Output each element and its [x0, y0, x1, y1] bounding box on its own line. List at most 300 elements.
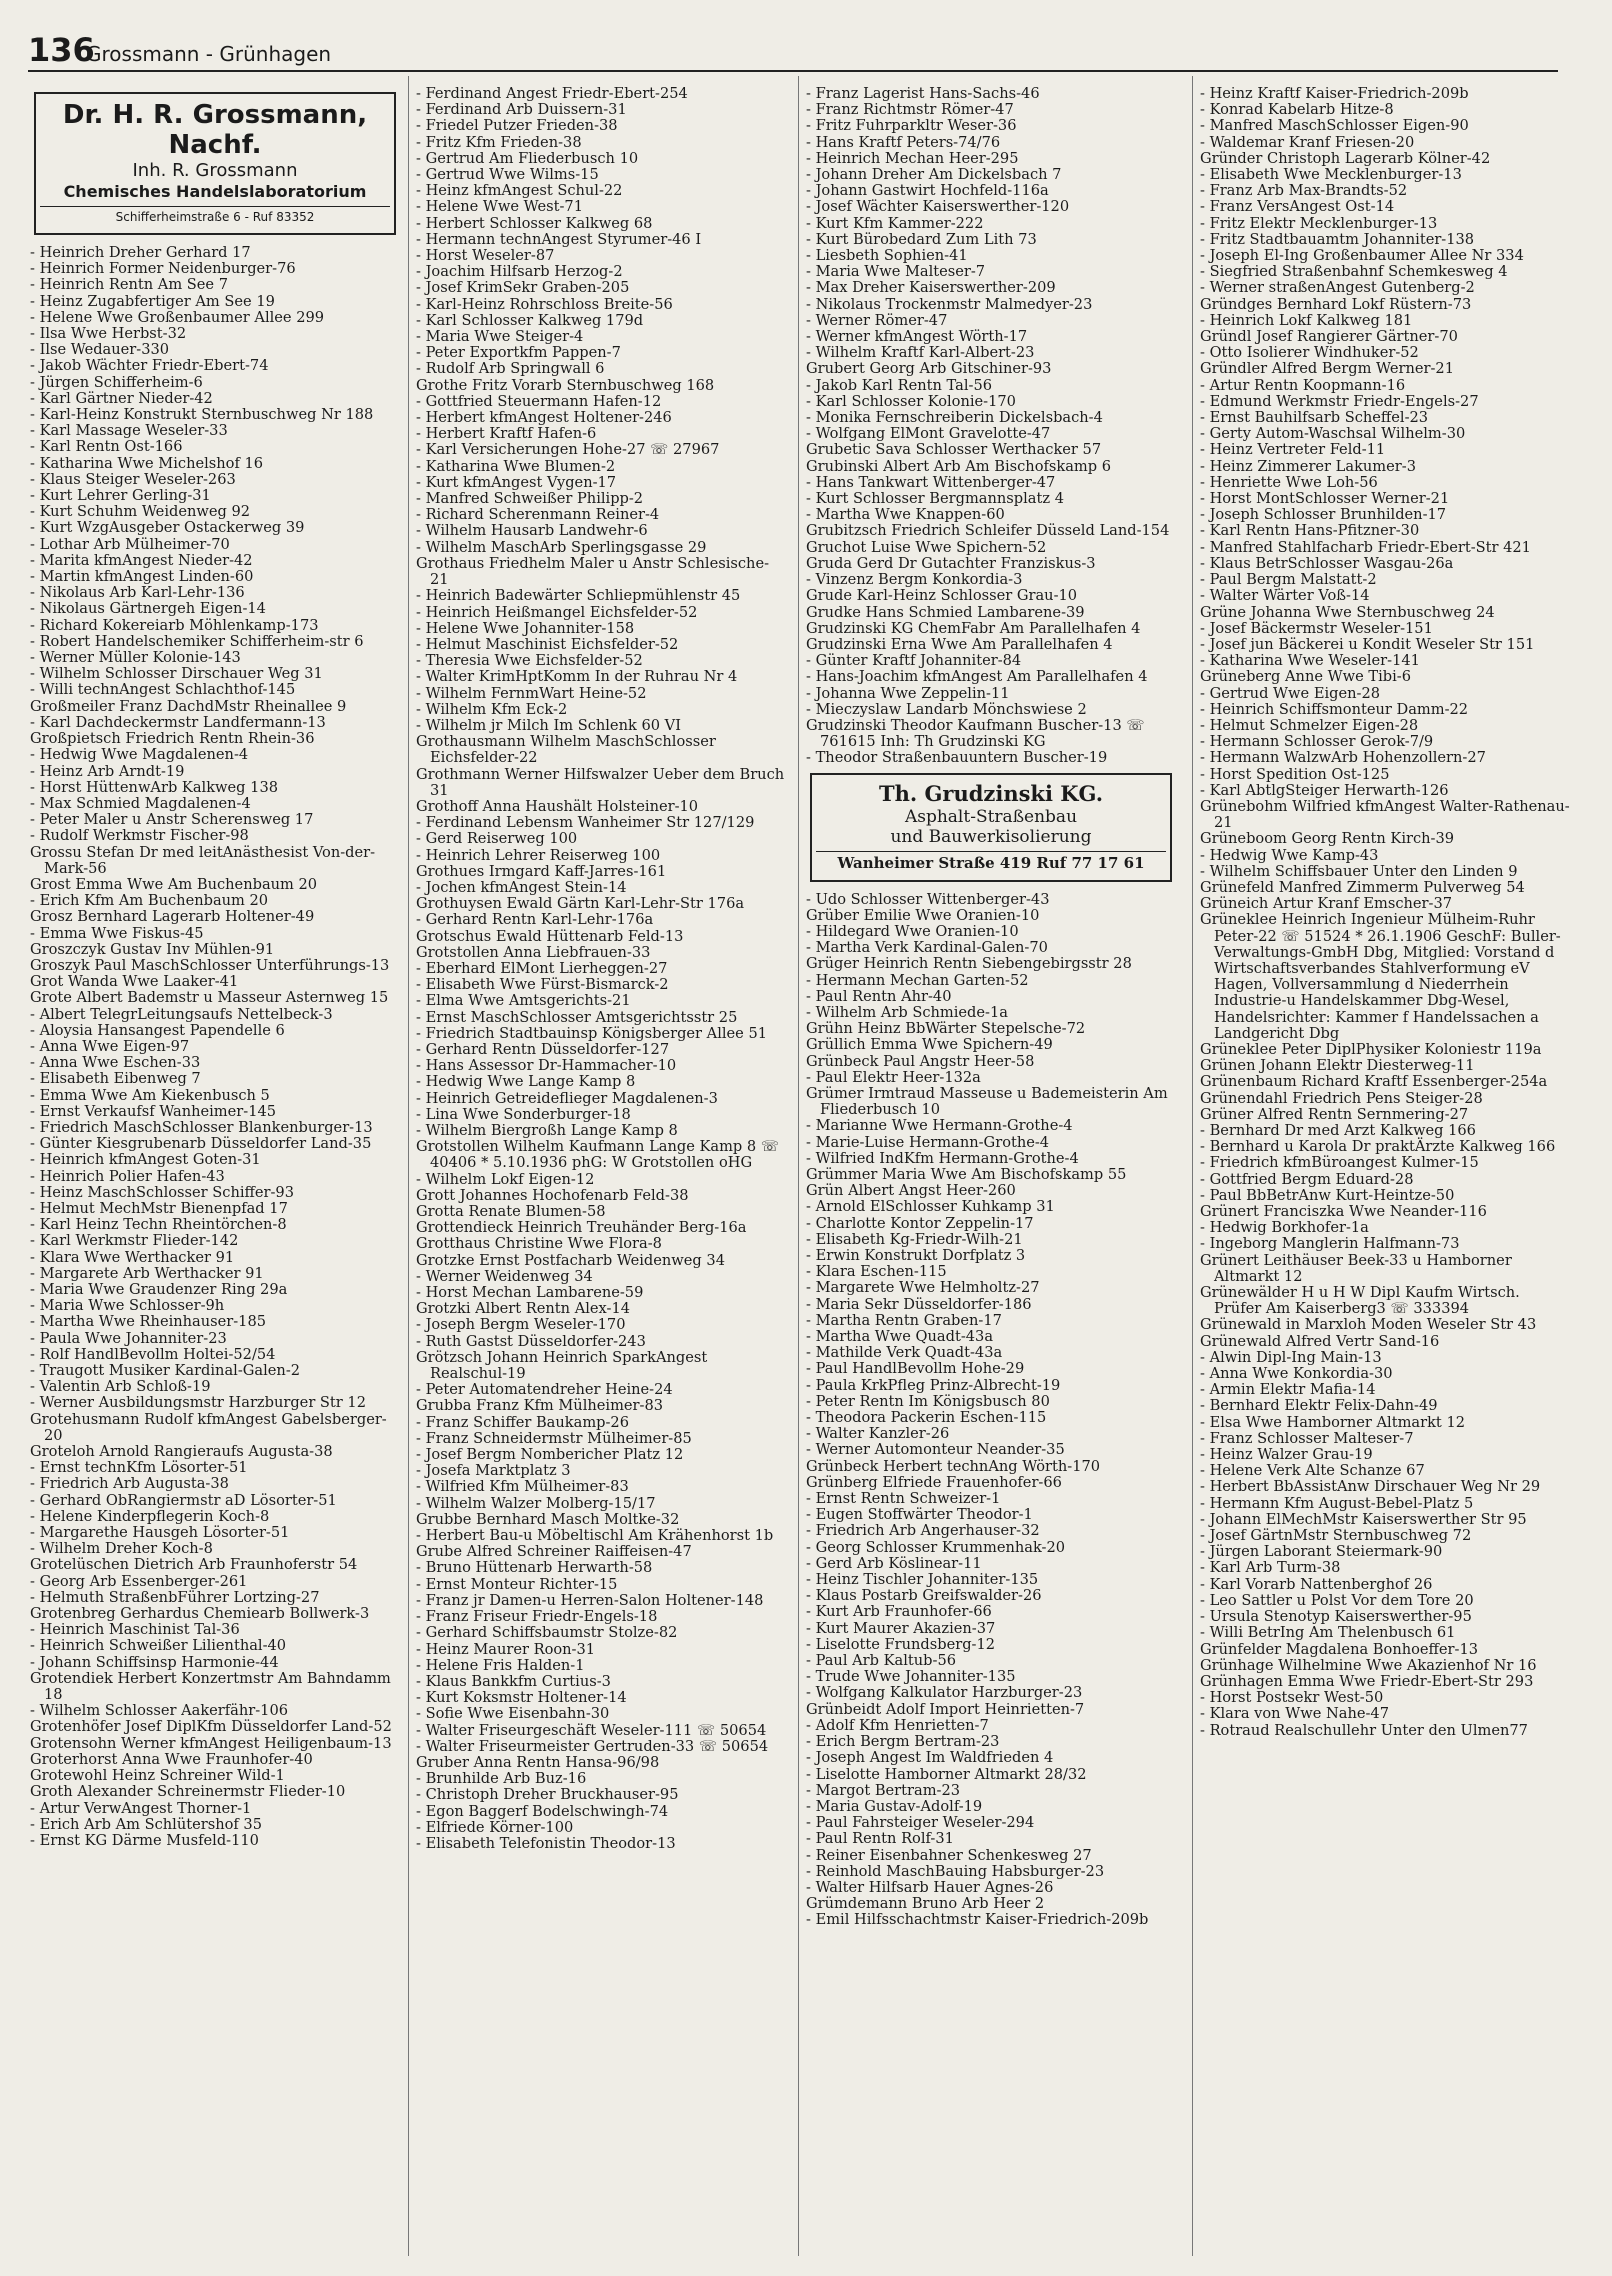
- directory-entry: - Margarete Wwe Helmholtz-27: [806, 1279, 1040, 1297]
- ad-company-name: Dr. H. R. Grossmann, Nachf.: [62, 100, 368, 160]
- directory-entry: - Joseph El-Ing Großenbaumer Allee Nr 334: [1200, 247, 1524, 265]
- directory-entry: Grümdemann Bruno Arb Heer 2: [806, 1895, 1045, 1913]
- directory-entry: - Günter Kraftf Johanniter-84: [806, 652, 1022, 670]
- directory-entry: - Maria Wwe Steiger-4: [416, 328, 584, 346]
- directory-entry: Grubitzsch Friedrich Schleifer Düsseld Land-154: [806, 522, 1170, 540]
- directory-entry: - Karl Versicherungen Hohe-27 ☏ 27967: [416, 441, 720, 459]
- directory-entry: - Wilhelm Arb Schmiede-1a: [806, 1003, 1008, 1021]
- directory-entry: - Martha Wwe Rheinhauser-185: [30, 1313, 267, 1331]
- directory-entry: - Heinz Maurer Roon-31: [416, 1640, 596, 1658]
- directory-entry: - Elfriede Körner-100: [416, 1818, 574, 1836]
- directory-entry: - Helmuth StraßenbFührer Lortzing-27: [30, 1588, 320, 1606]
- directory-entry: Grüneklee Peter DiplPhysiker Koloniestr 119a: [1200, 1040, 1542, 1058]
- directory-entry: - Alwin Dipl-Ing Main-13: [1200, 1348, 1382, 1366]
- directory-entry: - Mathilde Verk Quadt-43a: [806, 1344, 1003, 1362]
- directory-entry: - Bernhard Elektr Felix-Dahn-49: [1200, 1397, 1438, 1415]
- directory-entry: Grothausmann Wilhelm MaschSchlosser Eichsfelder-22: [416, 733, 716, 767]
- directory-entry: - Johann Gastwirt Hochfeld-116a: [806, 182, 1049, 200]
- directory-entry: - Heinz Walzer Grau-19: [1200, 1446, 1373, 1464]
- directory-entry: - Anna Wwe Konkordia-30: [1200, 1365, 1393, 1383]
- directory-entry: - Karl Arb Turm-38: [1200, 1559, 1341, 1577]
- directory-entry: - Josef KrimSekr Graben-205: [416, 279, 630, 297]
- directory-entry: - Willi technAngest Schlachthof-145: [30, 681, 296, 699]
- directory-entry: - Helene Kinderpflegerin Koch-8: [30, 1507, 270, 1525]
- directory-entry: Grotenhöfer Josef DiplKfm Düsseldorfer Land-52: [30, 1718, 392, 1736]
- directory-entry: - Trude Wwe Johanniter-135: [806, 1668, 1016, 1686]
- directory-entry: - Eugen Stoffwärter Theodor-1: [806, 1506, 1033, 1524]
- directory-entry: - Helene Fris Halden-1: [416, 1656, 585, 1674]
- directory-entry: - Maria Sekr Düsseldorfer-186: [806, 1295, 1032, 1313]
- directory-entry: - Brunhilde Arb Buz-16: [416, 1770, 587, 1788]
- directory-entry: - Werner Ausbildungsmstr Harzburger Str 12: [30, 1394, 366, 1412]
- directory-entry: - Karl AbtlgSteiger Herwarth-126: [1200, 781, 1449, 799]
- directory-entry: - Wilhelm Schlosser Aakerfähr-106: [30, 1702, 289, 1720]
- directory-entry: - Josef Bäckermstr Weseler-151: [1200, 619, 1433, 637]
- directory-entry: - Martha Wwe Knappen-60: [806, 506, 1005, 524]
- directory-entry: Grudzinski KG ChemFabr Am Parallelhafen 4: [806, 619, 1141, 637]
- directory-entry: Grotstollen Anna Liebfrauen-33: [416, 943, 651, 961]
- directory-entry: - Rotraud Realschullehr Unter den Ulmen77: [1200, 1721, 1528, 1739]
- directory-entry: - Helene Wwe West-71: [416, 198, 583, 216]
- directory-entry: - Paul Bergm Malstatt-2: [1200, 571, 1377, 589]
- directory-entry: - Otto Isolierer Windhuker-52: [1200, 344, 1419, 362]
- directory-entry: Grotenbreg Gerhardus Chemiearb Bollwerk-3: [30, 1605, 370, 1623]
- directory-entry: - Friedrich kfmBüroangest Kulmer-15: [1200, 1154, 1479, 1172]
- directory-entry: - Elsa Wwe Hamborner Altmarkt 12: [1200, 1413, 1466, 1431]
- directory-entry: - Walter Hilfsarb Hauer Agnes-26: [806, 1878, 1054, 1896]
- directory-entry: - Paul Fahrsteiger Weseler-294: [806, 1814, 1035, 1832]
- directory-entry: - Ursula Stenotyp Kaiserswerther-95: [1200, 1608, 1472, 1626]
- directory-entry: Grothues Irmgard Kaff-Jarres-161: [416, 862, 667, 880]
- directory-entry: Grüner Alfred Rentn Sernmering-27: [1200, 1105, 1469, 1123]
- directory-entry: - Gerhard Rentn Karl-Lehr-176a: [416, 911, 654, 929]
- directory-entry: - Wolfgang ElMont Gravelotte-47: [806, 425, 1051, 443]
- entry-list: [416, 86, 786, 1852]
- entry-list: [806, 86, 1176, 767]
- directory-entry: - Gertrud Wwe Wilms-15: [416, 166, 599, 184]
- directory-entry: Grotzke Ernst Postfacharb Weidenweg 34: [416, 1251, 725, 1269]
- directory-entry: Grotzki Albert Rentn Alex-14: [416, 1300, 631, 1318]
- directory-entry: - Hedwig Borkhofer-1a: [1200, 1219, 1369, 1237]
- directory-entry: - Josefa Marktplatz 3: [416, 1462, 571, 1480]
- directory-entry: - Erich Bergm Bertram-23: [806, 1733, 1000, 1751]
- directory-entry: - Gottfried Bergm Eduard-28: [1200, 1170, 1414, 1188]
- directory-entry: - Gertrud Am Fliederbusch 10: [416, 149, 639, 167]
- directory-entry: - Lothar Arb Mülheimer-70: [30, 535, 230, 553]
- directory-entry: - Karl Heinz Techn Rheintörchen-8: [30, 1216, 287, 1234]
- directory-entry: - Helene Verk Alte Schanze 67: [1200, 1462, 1425, 1480]
- directory-entry: - Hedwig Wwe Magdalenen-4: [30, 746, 249, 764]
- column-1: [30, 86, 400, 2256]
- directory-entry: - Ernst technKfm Lösorter-51: [30, 1459, 248, 1477]
- directory-entry: - Herbert Kraftf Hafen-6: [416, 425, 597, 443]
- directory-entry: - Klara von Wwe Nahe-47: [1200, 1705, 1389, 1723]
- directory-entry: - Martha Rentn Graben-17: [806, 1311, 1002, 1329]
- directory-entry: Grotelüschen Dietrich Arb Fraunhoferstr 54: [30, 1556, 358, 1574]
- directory-entry: Grünbeck Paul Angstr Heer-58: [806, 1052, 1035, 1070]
- directory-entry: - Margarethe Hausgeh Lösorter-51: [30, 1524, 290, 1542]
- directory-entry: - Helmut MechMstr Bienenpfad 17: [30, 1199, 288, 1217]
- directory-entry: Grotta Renate Blumen-58: [416, 1203, 606, 1221]
- directory-entry: - Vinzenz Bergm Konkordia-3: [806, 571, 1023, 589]
- directory-entry: - Fritz Fuhrparkltr Weser-36: [806, 117, 1017, 135]
- directory-entry: - Aloysia Hansangest Papendelle 6: [30, 1021, 285, 1039]
- directory-entry: - Martha Verk Kardinal-Galen-70: [806, 939, 1048, 957]
- advertisement-grudzinski: [810, 773, 1172, 882]
- directory-entry: - Helmut Maschinist Eichsfelder-52: [416, 635, 679, 653]
- directory-entry: - Rudolf Arb Springwall 6: [416, 360, 605, 378]
- column-divider: [1192, 76, 1193, 2256]
- directory-entry: Großpietsch Friedrich Rentn Rhein-36: [30, 730, 315, 748]
- directory-entry: - Hans Assessor Dr-Hammacher-10: [416, 1057, 677, 1075]
- directory-entry: - Friedel Putzer Frieden-38: [416, 117, 618, 135]
- directory-entry: - Maria Wwe Schlosser-9h: [30, 1297, 225, 1315]
- directory-entry: - Emma Wwe Fiskus-45: [30, 924, 204, 942]
- directory-entry: - Klaus BetrSchlosser Wasgau-26a: [1200, 554, 1454, 572]
- directory-entry: - Gertrud Wwe Eigen-28: [1200, 684, 1381, 702]
- directory-entry: - Kurt WzgAusgeber Ostackerweg 39: [30, 519, 305, 537]
- directory-entry: - Peter Maler u Anstr Scherensweg 17: [30, 811, 314, 829]
- directory-entry: Grüneboom Georg Rentn Kirch-39: [1200, 830, 1455, 848]
- directory-entry: Grünewald Alfred Vertr Sand-16: [1200, 1332, 1440, 1350]
- directory-entry: - Wilhelm Walzer Molberg-15/17: [416, 1494, 656, 1512]
- directory-entry: Gruda Gerd Dr Gutachter Franziskus-3: [806, 554, 1096, 572]
- directory-entry: - Johann Schiffsinsp Harmonie-44: [30, 1653, 279, 1671]
- page-header: [28, 30, 1558, 72]
- directory-entry: - Ilse Wedauer-330: [30, 341, 170, 359]
- directory-entry: - Fritz Kfm Frieden-38: [416, 133, 582, 151]
- entry-list: [806, 892, 1176, 1929]
- directory-entry: - Franz Schlosser Malteser-7: [1200, 1429, 1414, 1447]
- directory-entry: - Elisabeth Telefonistin Theodor-13: [416, 1834, 676, 1852]
- directory-entry: - Peter Rentn Im Königsbusch 80: [806, 1392, 1050, 1410]
- directory-entry: - Günter Kiesgrubenarb Düsseldorfer Land-35: [30, 1135, 372, 1153]
- directory-entry: - Wilhelm Schlosser Dirschauer Weg 31: [30, 665, 323, 683]
- directory-entry: Grünert Leithäuser Beek-33 u Hamborner Altmarkt 12: [1200, 1251, 1512, 1285]
- directory-entry: - Theodor Straßenbauuntern Buscher-19: [806, 749, 1108, 767]
- directory-entry: - Hermann Mechan Garten-52: [806, 971, 1029, 989]
- directory-entry: - Kurt kfmAngest Vygen-17: [416, 473, 617, 491]
- directory-entry: - Elisabeth Kg-Friedr-Wilh-21: [806, 1230, 1023, 1248]
- directory-entry: - Paul Arb Kaltub-56: [806, 1652, 957, 1670]
- directory-entry: - Katharina Wwe Weseler-141: [1200, 652, 1420, 670]
- directory-entry: - Werner straßenAngest Gutenberg-2: [1200, 279, 1475, 297]
- directory-entry: - Heinrich Mechan Heer-295: [806, 149, 1019, 167]
- directory-entry: - Margot Bertram-23: [806, 1781, 961, 1799]
- directory-entry: - Marita kfmAngest Nieder-42: [30, 551, 253, 569]
- directory-entry: - Bernhard u Karola Dr praktÄrzte Kalkweg 166: [1200, 1138, 1556, 1156]
- directory-entry: Grüneich Artur Kranf Emscher-37: [1200, 895, 1453, 913]
- directory-entry: Grünenbaum Richard Kraftf Essenberger-254a: [1200, 1073, 1548, 1091]
- directory-entry: - Wilhelm Hausarb Landwehr-6: [416, 522, 648, 540]
- directory-entry: - Heinrich Getreideflieger Magdalenen-3: [416, 1089, 718, 1107]
- directory-entry: - Heinz Zugabfertiger Am See 19: [30, 292, 275, 310]
- page-number: 136: [28, 31, 95, 69]
- directory-entry: - Ferdinand Arb Duissern-31: [416, 101, 627, 119]
- directory-entry: Grost Emma Wwe Am Buchenbaum 20: [30, 875, 318, 893]
- directory-entry: Grünhage Wilhelmine Wwe Akazienhof Nr 16: [1200, 1656, 1537, 1674]
- directory-entry: Grün Albert Angst Heer-260: [806, 1182, 1016, 1200]
- directory-entry: - Wilhelm FernmWart Heine-52: [416, 684, 647, 702]
- entry-list: [1200, 86, 1570, 1739]
- directory-entry: Grotschus Ewald Hüttenarb Feld-13: [416, 927, 684, 945]
- directory-entry: - Gerhard Schiffsbaumstr Stolze-82: [416, 1624, 678, 1642]
- directory-entry: - Joseph Angest Im Waldfrieden 4: [806, 1749, 1054, 1767]
- entry-list: [30, 245, 400, 1849]
- directory-entry: - Ilsa Wwe Herbst-32: [30, 325, 187, 343]
- directory-entry: - Egon Baggerf Bodelschwingh-74: [416, 1802, 669, 1820]
- directory-entry: - Joachim Hilfsarb Herzog-2: [416, 263, 623, 281]
- directory-entry: - Helmut Schmelzer Eigen-28: [1200, 716, 1419, 734]
- directory-entry: - Siegfried Straßenbahnf Schemkesweg 4: [1200, 263, 1508, 281]
- directory-entry: - Gerhard Rentn Düsseldorfer-127: [416, 1040, 670, 1058]
- directory-entry: - Arnold ElSchlosser Kuhkamp 31: [806, 1198, 1055, 1216]
- directory-entry: - Heinz Vertreter Feld-11: [1200, 441, 1386, 459]
- directory-entry: - Franz Richtmstr Römer-47: [806, 101, 1014, 119]
- directory-entry: - Herbert BbAssistAnw Dirschauer Weg Nr 29: [1200, 1478, 1541, 1496]
- directory-entry: Grüber Emilie Wwe Oranien-10: [806, 906, 1040, 924]
- directory-entry: - Monika Fernschreiberin Dickelsbach-4: [806, 409, 1103, 427]
- directory-entry: - Maria Wwe Graudenzer Ring 29a: [30, 1281, 288, 1298]
- directory-entry: - Heinrich Maschinist Tal-36: [30, 1621, 240, 1639]
- directory-entry: Grünbeck Herbert technAng Wörth-170: [806, 1457, 1101, 1475]
- directory-entry: - Elisabeth Wwe Mecklenburger-13: [1200, 166, 1462, 184]
- directory-entry: - Walter KrimHptKomm In der Ruhrau Nr 4: [416, 668, 738, 686]
- directory-entry: - Franz VersAngest Ost-14: [1200, 198, 1395, 216]
- directory-entry: Grotewohl Heinz Schreiner Wild-1: [30, 1767, 285, 1785]
- directory-entry: - Paul Elektr Heer-132a: [806, 1068, 981, 1086]
- directory-entry: - Karl Massage Weseler-33: [30, 422, 228, 440]
- directory-entry: - Heinz Kraftf Kaiser-Friedrich-209b: [1200, 86, 1469, 102]
- directory-entry: - Eberhard ElMont Lierheggen-27: [416, 959, 668, 977]
- directory-entry: Grünberg Elfriede Frauenhofer-66: [806, 1473, 1062, 1491]
- directory-entry: Grotstollen Wilhelm Kaufmann Lange Kamp 8 ☏ 40406 * 5.10.1936 phG: W Grotstollen oHG: [416, 1138, 780, 1172]
- directory-entry: Grott Johannes Hochofenarb Feld-38: [416, 1186, 689, 1204]
- directory-entry: - Heinz Tischler Johanniter-135: [806, 1571, 1039, 1589]
- directory-entry: - Walter Friseurgeschäft Weseler-111 ☏ 50654: [416, 1721, 767, 1739]
- directory-entry: - Klara Wwe Werthacker 91: [30, 1248, 235, 1266]
- directory-entry: - Anna Wwe Eschen-33: [30, 1054, 201, 1072]
- directory-entry: - Heinrich Schiffsmonteur Damm-22: [1200, 700, 1469, 718]
- directory-entry: Grubba Franz Kfm Mülheimer-83: [416, 1397, 664, 1415]
- directory-entry: - Jürgen Schifferheim-6: [30, 373, 203, 391]
- directory-entry: - Johann ElMechMstr Kaiserswerther Str 95: [1200, 1510, 1527, 1528]
- directory-entry: Grosz Bernhard Lagerarb Holtener-49: [30, 908, 315, 926]
- directory-entry: - Werner Weidenweg 34: [416, 1267, 593, 1285]
- directory-entry: - Ernst KG Därme Musfeld-110: [30, 1831, 259, 1849]
- directory-entry: - Armin Elektr Mafia-14: [1200, 1381, 1376, 1399]
- directory-entry: - Peter Exportkfm Pappen-7: [416, 344, 621, 362]
- directory-entry: - Heinrich Rentn Am See 7: [30, 276, 228, 294]
- directory-entry: - Hans-Joachim kfmAngest Am Parallelhafen 4: [806, 668, 1148, 686]
- directory-entry: - Kurt Kfm Kammer-222: [806, 214, 984, 232]
- directory-entry: - Wilhelm jr Milch Im Schlenk 60 VI: [416, 716, 681, 734]
- directory-entry: - Karl Rentn Hans-Pfitzner-30: [1200, 522, 1420, 540]
- directory-entry: Grubetic Sava Schlosser Werthacker 57: [806, 441, 1102, 459]
- directory-entry: - Traugott Musiker Kardinal-Galen-2: [30, 1362, 301, 1380]
- directory-entry: - Hans Kraftf Peters-74/76: [806, 133, 1001, 151]
- directory-entry: - Heinrich kfmAngest Goten-31: [30, 1151, 261, 1169]
- directory-entry: Grümer Irmtraud Masseuse u Bademeisterin Am Fliederbusch 10: [806, 1084, 1168, 1119]
- directory-entry: Grotthaus Christine Wwe Flora-8: [416, 1235, 662, 1253]
- directory-entry: - Kurt Arb Fraunhofer-66: [806, 1603, 992, 1621]
- directory-entry: - Nikolaus Arb Karl-Lehr-136: [30, 584, 245, 602]
- directory-entry: - Heinrich Lehrer Reiserweg 100: [416, 846, 661, 864]
- directory-entry: - Waldemar Kranf Friesen-20: [1200, 133, 1415, 151]
- directory-entry: - Helene Wwe Großenbaumer Allee 299: [30, 308, 325, 326]
- directory-entry: - Wilhelm Lokf Eigen-12: [416, 1170, 595, 1188]
- directory-entry: Grühn Heinz BbWärter Stepelsche-72: [806, 1020, 1086, 1038]
- directory-entry: - Georg Schlosser Krummenhak-20: [806, 1538, 1066, 1556]
- ad-line: und Bauwerkisolierung: [890, 826, 1092, 847]
- directory-entry: - Joseph Schlosser Brunhilden-17: [1200, 506, 1447, 524]
- directory-entry: - Heinz Arb Arndt-19: [30, 762, 185, 780]
- directory-entry: - Kurt Maurer Akazien-37: [806, 1619, 996, 1637]
- directory-entry: - Valentin Arb Schloß-19: [30, 1378, 211, 1396]
- directory-entry: - Karl Schlosser Kolonie-170: [806, 392, 1016, 410]
- directory-entry: Grünhagen Emma Wwe Friedr-Ebert-Str 293: [1200, 1672, 1534, 1690]
- directory-entry: - Albert TelegrLeitungsaufs Nettelbeck-3: [30, 1005, 333, 1023]
- directory-entry: - Kurt Schlosser Bergmannsplatz 4: [806, 490, 1064, 508]
- directory-entry: - Jakob Wächter Friedr-Ebert-74: [30, 357, 269, 375]
- directory-entry: - Martin kfmAngest Linden-60: [30, 568, 254, 586]
- directory-entry: Grüllich Emma Wwe Spichern-49: [806, 1036, 1053, 1054]
- directory-entry: Groszczyk Gustav Inv Mühlen-91: [30, 940, 275, 958]
- directory-entry: Grünen Johann Elektr Diesterweg-11: [1200, 1057, 1475, 1075]
- directory-entry: Grothoff Anna Haushält Holsteiner-10: [416, 797, 699, 815]
- directory-entry: - Gerd Reiserweg 100: [416, 830, 578, 848]
- directory-entry: - Hermann Kfm August-Bebel-Platz 5: [1200, 1494, 1474, 1512]
- directory-entry: - Karl Werkmstr Flieder-142: [30, 1232, 239, 1250]
- directory-entry: - Christoph Dreher Bruckhauser-95: [416, 1786, 679, 1804]
- directory-entry: - Horst HüttenwArb Kalkweg 138: [30, 778, 279, 796]
- directory-entry: - Franz Arb Max-Brandts-52: [1200, 182, 1408, 200]
- directory-entry: - Karl-Heinz Konstrukt Sternbuschweg Nr 188: [30, 406, 374, 424]
- directory-entry: - Wilhelm Schiffsbauer Unter den Linden 9: [1200, 862, 1518, 880]
- directory-entry: Grünewald in Marxloh Moden Weseler Str 43: [1200, 1316, 1537, 1334]
- directory-entry: - Johann Dreher Am Dickelsbach 7: [806, 166, 1062, 184]
- directory-entry: Grümmer Maria Wwe Am Bischofskamp 55: [806, 1165, 1127, 1183]
- directory-entry: - Peter Automatendreher Heine-24: [416, 1381, 673, 1399]
- directory-entry: - Klaus Postarb Greifswalder-26: [806, 1587, 1042, 1605]
- directory-entry: - Manfred MaschSchlosser Eigen-90: [1200, 117, 1469, 135]
- directory-entry: - Friedrich Arb Augusta-38: [30, 1475, 229, 1493]
- directory-entry: - Wilfried Kfm Mülheimer-83: [416, 1478, 629, 1496]
- directory-entry: - Walter Kanzler-26: [806, 1425, 950, 1443]
- directory-entry: - Werner Automonteur Neander-35: [806, 1441, 1065, 1459]
- directory-entry: - Kurt Bürobedard Zum Lith 73: [806, 230, 1037, 248]
- directory-entry: - Ruth Gastst Düsseldorfer-243: [416, 1332, 646, 1350]
- directory-entry: Grudke Hans Schmied Lambarene-39: [806, 603, 1085, 621]
- directory-entry: - Leo Sattler u Polst Vor dem Tore 20: [1200, 1591, 1474, 1609]
- directory-entry: Groth Alexander Schreinermstr Flieder-10: [30, 1783, 346, 1801]
- directory-entry: - Reiner Eisenbahner Schenkesweg 27: [806, 1846, 1092, 1864]
- directory-entry: - Hedwig Wwe Kamp-43: [1200, 846, 1379, 864]
- directory-entry: - Ferdinand Lebensm Wanheimer Str 127/129: [416, 814, 755, 832]
- directory-entry: - Hedwig Wwe Lange Kamp 8: [416, 1073, 636, 1091]
- directory-entry: - Wilhelm Dreher Koch-8: [30, 1540, 213, 1558]
- directory-entry: - Reinhold MaschBauing Habsburger-23: [806, 1862, 1105, 1880]
- directory-entry: Grünendahl Friedrich Pens Steiger-28: [1200, 1089, 1483, 1107]
- directory-entry: Grothuysen Ewald Gärtn Karl-Lehr-Str 176a: [416, 895, 745, 913]
- directory-entry: Grudzinski Erna Wwe Am Parallelhafen 4: [806, 635, 1113, 653]
- column-2: [416, 86, 786, 2256]
- directory-entry: - Max Schmied Magdalenen-4: [30, 794, 251, 812]
- directory-entry: Groteloh Arnold Rangieraufs Augusta-38: [30, 1443, 333, 1461]
- directory-entry: - Walter Friseurmeister Gertruden-33 ☏ 50654: [416, 1737, 769, 1755]
- directory-entry: - Paul Rentn Rolf-31: [806, 1830, 954, 1848]
- directory-entry: - Karl Gärtner Nieder-42: [30, 389, 213, 407]
- directory-entry: - Robert Handelschemiker Schifferheim-str 6: [30, 632, 364, 650]
- directory-entry: - Hermann Schlosser Gerok-7/9: [1200, 733, 1434, 751]
- directory-entry: - Wilhelm MaschArb Sperlingsgasse 29: [416, 538, 707, 556]
- directory-entry: - Karl Schlosser Kalkweg 179d: [416, 311, 644, 329]
- directory-entry: - Ingeborg Manglerin Halfmann-73: [1200, 1235, 1460, 1253]
- directory-entry: Groszyk Paul MaschSchlosser Unterführungs-13: [30, 956, 390, 974]
- directory-entry: - Heinrich Polier Hafen-43: [30, 1167, 225, 1185]
- directory-entry: - Jochen kfmAngest Stein-14: [416, 878, 627, 896]
- directory-entry: - Artur VerwAngest Thorner-1: [30, 1799, 252, 1817]
- directory-entry: - Erich Kfm Am Buchenbaum 20: [30, 892, 269, 910]
- directory-entry: - Gottfried Steuermann Hafen-12: [416, 392, 662, 410]
- directory-entry: - Mieczyslaw Landarb Mönchswiese 2: [806, 700, 1087, 718]
- ad-company-name: Th. Grudzinski KG.: [878, 780, 1104, 806]
- directory-entry: - Josef Bergm Nombericher Platz 12: [416, 1446, 684, 1464]
- directory-entry: - Hans Tankwart Wittenberger-47: [806, 473, 1056, 491]
- directory-entry: - Kurt Lehrer Gerling-31: [30, 487, 211, 505]
- directory-entry: - Ferdinand Angest Friedr-Ebert-254: [416, 86, 688, 102]
- directory-entry: - Karl-Heinz Rohrschloss Breite-56: [416, 295, 673, 313]
- directory-entry: - Erwin Konstrukt Dorfplatz 3: [806, 1247, 1026, 1264]
- directory-entry: Grothe Fritz Vorarb Sternbuschweg 168: [416, 376, 715, 394]
- directory-entry: - Horst MontSchlosser Werner-21: [1200, 490, 1450, 508]
- directory-entry: - Paul BbBetrAnw Kurt-Heintze-50: [1200, 1186, 1455, 1204]
- directory-entry: - Klaus Steiger Weseler-263: [30, 470, 236, 488]
- directory-entry: Grötzsch Johann Heinrich SparkAngest Realschul-19: [416, 1348, 708, 1383]
- directory-entry: - Liselotte Hamborner Altmarkt 28/32: [806, 1765, 1087, 1783]
- directory-entry: - Friedrich Stadtbauinsp Königsberger Allee 51: [416, 1024, 768, 1042]
- directory-entry: - Georg Arb Essenberger-261: [30, 1572, 248, 1590]
- directory-entry: Grothaus Friedhelm Maler u Anstr Schlesische-21: [416, 554, 770, 589]
- directory-entry: - Nikolaus Trockenmstr Malmedyer-23: [806, 295, 1093, 313]
- directory-entry: - Jakob Karl Rentn Tal-56: [806, 376, 993, 394]
- directory-entry: - Wilhelm Biergroßh Lange Kamp 8: [416, 1122, 678, 1139]
- directory-entry: - Helene Wwe Johanniter-158: [416, 619, 635, 637]
- directory-entry: - Herbert Schlosser Kalkweg 68: [416, 214, 653, 232]
- directory-entry: - Katharina Wwe Michelshof 16: [30, 454, 264, 472]
- directory-entry: - Heinrich Schweißer Lilienthal-40: [30, 1637, 287, 1655]
- directory-entry: - Paul HandlBevollm Hohe-29: [806, 1360, 1025, 1378]
- directory-entry: - Hermann technAngest Styrumer-46 I: [416, 230, 702, 248]
- directory-entry: Grothmann Werner Hilfswalzer Ueber dem Bruch 31: [416, 765, 785, 799]
- directory-entry: - Richard Scherenmann Reiner-4: [416, 506, 660, 524]
- directory-entry: Gründer Christoph Lagerarb Kölner-42: [1200, 149, 1491, 167]
- directory-entry: - Johanna Wwe Zeppelin-11: [806, 684, 1010, 702]
- ad-address: Schifferheimstraße 6 - Ruf 83352: [40, 206, 390, 227]
- directory-entry: - Karl Dachdeckermstr Landfermann-13: [30, 713, 326, 731]
- column-4: [1200, 86, 1570, 2256]
- directory-entry: - Kurt Schuhm Weidenweg 92: [30, 503, 251, 521]
- directory-entry: - Franz jr Damen-u Herren-Salon Holtener-148: [416, 1591, 764, 1609]
- directory-entry: - Max Dreher Kaiserswerther-209: [806, 279, 1056, 297]
- directory-entry: - Ernst Bauhilfsarb Scheffel-23: [1200, 409, 1429, 427]
- directory-entry: Grude Karl-Heinz Schlosser Grau-10: [806, 587, 1078, 605]
- directory-entry: - Heinrich Heißmangel Eichsfelder-52: [416, 603, 698, 621]
- directory-entry: - Jürgen Laborant Steiermark-90: [1200, 1543, 1443, 1561]
- directory-entry: - Willi BetrIng Am Thelenbusch 61: [1200, 1624, 1456, 1642]
- ad-line: Asphalt-Straßenbau: [904, 806, 1078, 827]
- directory-entry: - Ernst Rentn Schweizer-1: [806, 1490, 1001, 1508]
